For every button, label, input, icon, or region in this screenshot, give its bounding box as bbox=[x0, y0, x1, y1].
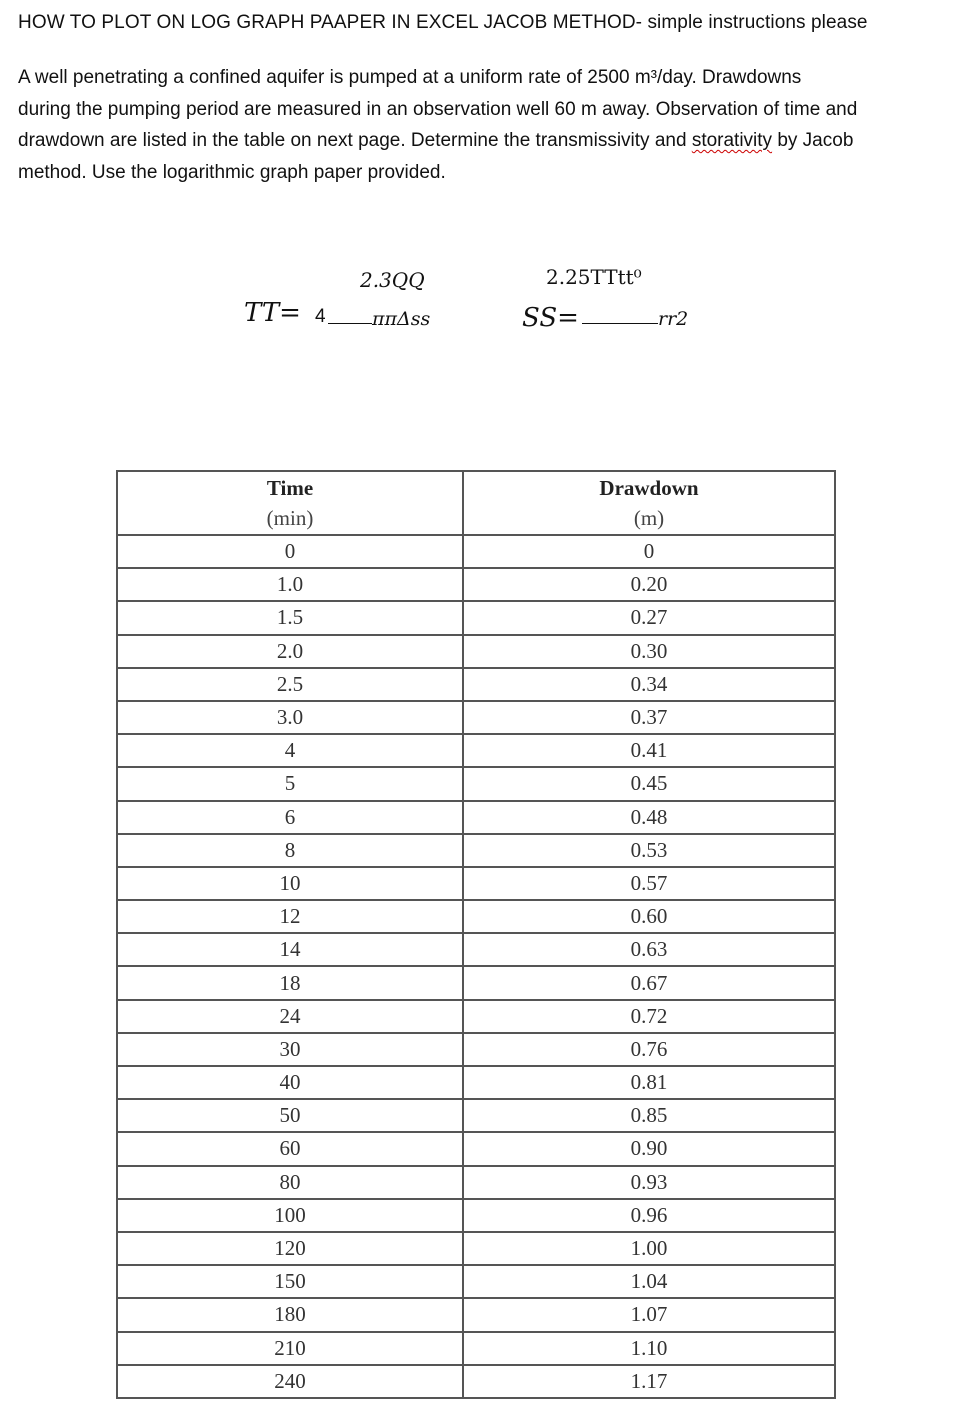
drawdown-cell: 0.45 bbox=[463, 767, 835, 800]
drawdown-cell: 0.34 bbox=[463, 668, 835, 701]
drawdown-column-header bbox=[463, 471, 835, 535]
drawdown-cell: 0.93 bbox=[463, 1166, 835, 1199]
table-row bbox=[117, 1298, 835, 1331]
time-header-label: Time bbox=[266, 476, 314, 500]
problem-line-1: A well penetrating a confined aquifer is pumped at a uniform rate of 2500 m³/day. Drawdowns bbox=[18, 67, 802, 88]
drawdown-cell: 0.20 bbox=[463, 568, 835, 601]
drawdown-cell: 0.76 bbox=[463, 1033, 835, 1066]
drawdown-cell: 0.63 bbox=[463, 933, 835, 966]
table-row bbox=[117, 734, 835, 767]
table-row bbox=[117, 933, 835, 966]
drawdown-cell: 0.96 bbox=[463, 1199, 835, 1232]
time-cell: 50 bbox=[117, 1099, 463, 1132]
transmissivity-lhs: TT= bbox=[244, 298, 301, 328]
time-cell: 100 bbox=[117, 1199, 463, 1232]
table-row bbox=[117, 535, 835, 568]
table-row bbox=[117, 867, 835, 900]
time-header-unit: (min) bbox=[266, 506, 314, 530]
time-cell: 240 bbox=[117, 1365, 463, 1398]
drawdown-cell: 1.10 bbox=[463, 1332, 835, 1365]
table-row bbox=[117, 1365, 835, 1398]
table-row bbox=[117, 668, 835, 701]
time-cell: 6 bbox=[117, 801, 463, 834]
time-cell: 60 bbox=[117, 1132, 463, 1165]
drawdown-cell: 1.04 bbox=[463, 1265, 835, 1298]
time-cell: 10 bbox=[117, 867, 463, 900]
drawdown-cell: 0.72 bbox=[463, 1000, 835, 1033]
drawdown-cell: 0.41 bbox=[463, 734, 835, 767]
time-cell: 1.5 bbox=[117, 601, 463, 634]
time-cell: 12 bbox=[117, 900, 463, 933]
problem-line-3-start: drawdown are listed in the table on next page. Determine the transmissivity and bbox=[18, 130, 692, 151]
drawdown-header-label: Drawdown bbox=[599, 476, 699, 500]
time-cell: 5 bbox=[117, 767, 463, 800]
storativity-numerator: 2.25TTtt⁰ bbox=[546, 265, 642, 289]
table-row bbox=[117, 601, 835, 634]
table-row bbox=[117, 1099, 835, 1132]
time-cell: 40 bbox=[117, 1066, 463, 1099]
time-cell: 30 bbox=[117, 1033, 463, 1066]
drawdown-cell: 0.48 bbox=[463, 801, 835, 834]
drawdown-cell: 0.57 bbox=[463, 867, 835, 900]
table-row bbox=[117, 1199, 835, 1232]
drawdown-cell: 0.85 bbox=[463, 1099, 835, 1132]
table-row bbox=[117, 801, 835, 834]
transmissivity-denominator: ππΔss bbox=[372, 308, 431, 330]
drawdown-cell: 0.37 bbox=[463, 701, 835, 734]
table-header-row bbox=[117, 471, 835, 535]
storativity-formula bbox=[0, 0, 980, 360]
problem-line-2: during the pumping period are measured in an observation well 60 m away. Observation of time and bbox=[18, 98, 858, 120]
drawdown-cell: 0.27 bbox=[463, 601, 835, 634]
question-title: HOW TO PLOT ON LOG GRAPH PAAPER IN EXCEL JACOB METHOD- simple instructions please bbox=[18, 12, 868, 33]
table-row bbox=[117, 966, 835, 999]
time-cell: 14 bbox=[117, 933, 463, 966]
table-row bbox=[117, 701, 835, 734]
drawdown-cell: 1.17 bbox=[463, 1365, 835, 1398]
time-column-header bbox=[117, 471, 463, 535]
time-cell: 180 bbox=[117, 1298, 463, 1331]
time-cell: 18 bbox=[117, 966, 463, 999]
time-cell: 120 bbox=[117, 1232, 463, 1265]
drawdown-cell: 0.90 bbox=[463, 1132, 835, 1165]
table-row bbox=[117, 1132, 835, 1165]
table-row bbox=[117, 834, 835, 867]
table-row bbox=[117, 1166, 835, 1199]
drawdown-cell: 0.53 bbox=[463, 834, 835, 867]
time-cell: 4 bbox=[117, 734, 463, 767]
time-cell: 24 bbox=[117, 1000, 463, 1033]
time-cell: 80 bbox=[117, 1166, 463, 1199]
time-cell: 150 bbox=[117, 1265, 463, 1298]
table-row bbox=[117, 767, 835, 800]
time-cell: 210 bbox=[117, 1332, 463, 1365]
drawdown-cell: 0.81 bbox=[463, 1066, 835, 1099]
time-drawdown-table bbox=[116, 470, 836, 1399]
time-cell: 2.5 bbox=[117, 668, 463, 701]
table-row bbox=[117, 1332, 835, 1365]
table-row bbox=[117, 1000, 835, 1033]
time-cell: 8 bbox=[117, 834, 463, 867]
time-cell: 3.0 bbox=[117, 701, 463, 734]
drawdown-header-unit: (m) bbox=[633, 506, 665, 530]
table-row bbox=[117, 1033, 835, 1066]
drawdown-cell: 1.07 bbox=[463, 1298, 835, 1331]
drawdown-cell: 0 bbox=[463, 535, 835, 568]
transmissivity-coefficient: 4 bbox=[315, 306, 326, 327]
table-row bbox=[117, 1265, 835, 1298]
storativity-fraction-bar bbox=[582, 323, 658, 324]
time-cell: 2.0 bbox=[117, 635, 463, 668]
time-cell: 0 bbox=[117, 535, 463, 568]
storativity-denominator: rr2 bbox=[658, 308, 689, 330]
spellcheck-flagged-word: storativity bbox=[691, 130, 773, 151]
table-row bbox=[117, 568, 835, 601]
transmissivity-numerator: 2.3QQ bbox=[360, 268, 425, 292]
drawdown-cell: 0.67 bbox=[463, 966, 835, 999]
drawdown-cell: 0.30 bbox=[463, 635, 835, 668]
table-row bbox=[117, 635, 835, 668]
drawdown-cell: 1.00 bbox=[463, 1232, 835, 1265]
table-row bbox=[117, 900, 835, 933]
problem-line-3-end: by Jacob bbox=[772, 130, 854, 151]
problem-line-4: method. Use the logarithmic graph paper provided. bbox=[18, 161, 446, 183]
table-row bbox=[117, 1066, 835, 1099]
drawdown-cell: 0.60 bbox=[463, 900, 835, 933]
storativity-lhs: SS= bbox=[522, 303, 579, 333]
time-cell: 1.0 bbox=[117, 568, 463, 601]
table-row bbox=[117, 1232, 835, 1265]
